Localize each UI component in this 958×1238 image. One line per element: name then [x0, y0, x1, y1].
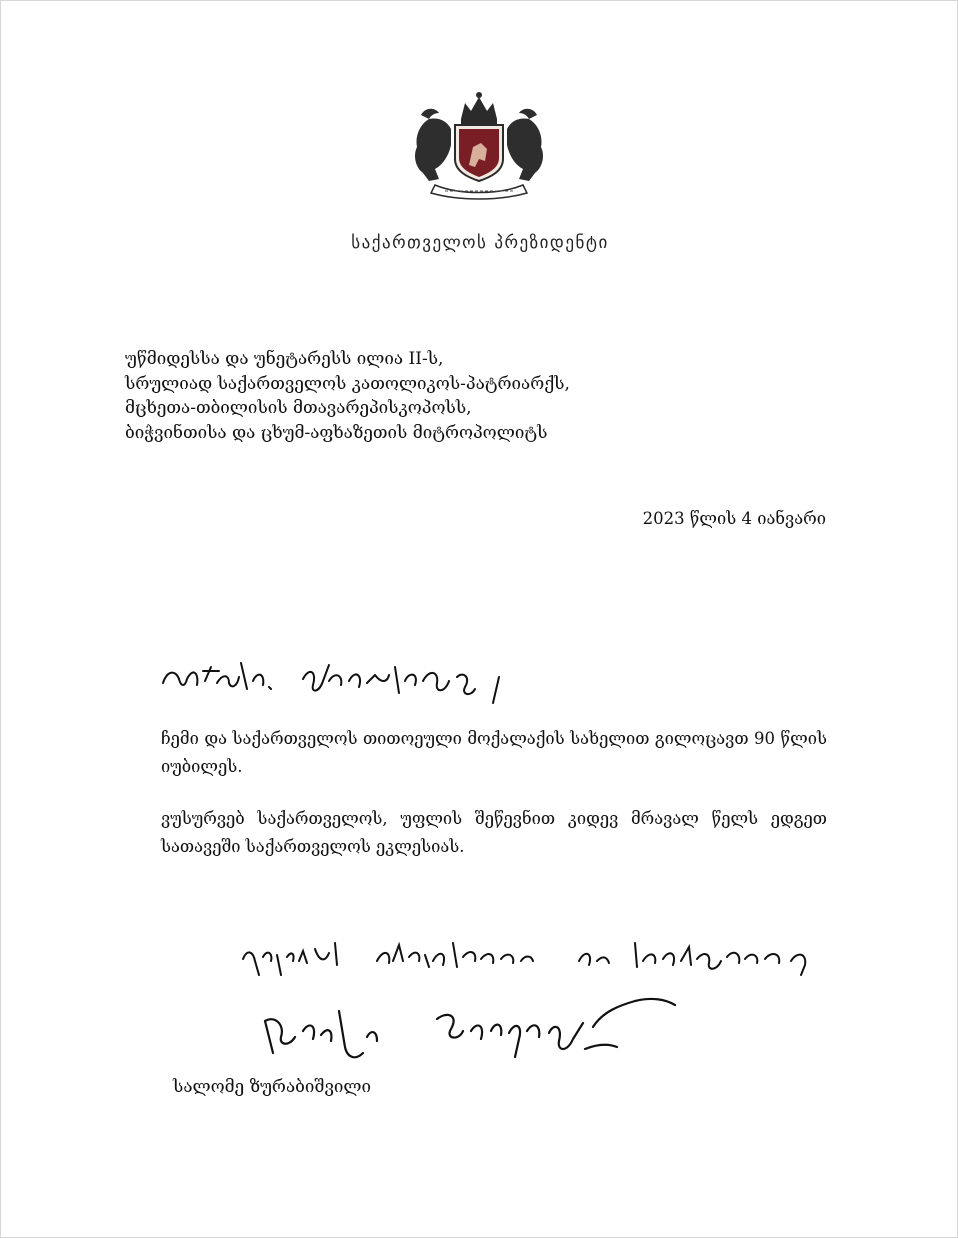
motto-ribbon [431, 185, 527, 199]
addressee-line: ბიჭვინთისა და ცხუმ-აფხაზეთის მიტროპოლიტს [125, 422, 548, 443]
addressee-line: მცხეთა-თბილისის მთავარეპისკოპოსს, [125, 398, 472, 418]
letter-date: 2023 წლის 4 იანვარი [642, 509, 826, 528]
addressee-line: სრულიად საქართველოს კათოლიკოს-პატრიარქს, [125, 373, 570, 394]
office-title: საქართველოს პრეზიდენტი [351, 233, 609, 253]
body-paragraph-1: ჩემი და საქართველოს თითოეული მოქალაქის სახელით გილოცავთ 90 წლის იუბილეს. [161, 729, 827, 776]
right-lion-icon [507, 109, 543, 181]
body-paragraph-2: ვუსურვებ საქართველოს, უფლის შეწევნით კიდევ მრავალ წელს ედგეთ სათავეში საქართველოს ეკლესიას. [161, 809, 827, 856]
shield-icon [455, 125, 503, 181]
handwritten-signature [255, 991, 695, 1075]
addressee-block [125, 347, 570, 445]
addressee-line: უწმიდესსა და უნეტარესს ილია II-ს, [125, 349, 444, 369]
handwritten-closing [233, 931, 833, 991]
handwritten-salutation [153, 653, 533, 713]
left-lion-icon [415, 109, 451, 181]
coat-of-arms-emblem [399, 89, 559, 201]
crown-icon [461, 92, 497, 124]
signer-name: სალომე ზურაბიშვილი [173, 1077, 372, 1097]
